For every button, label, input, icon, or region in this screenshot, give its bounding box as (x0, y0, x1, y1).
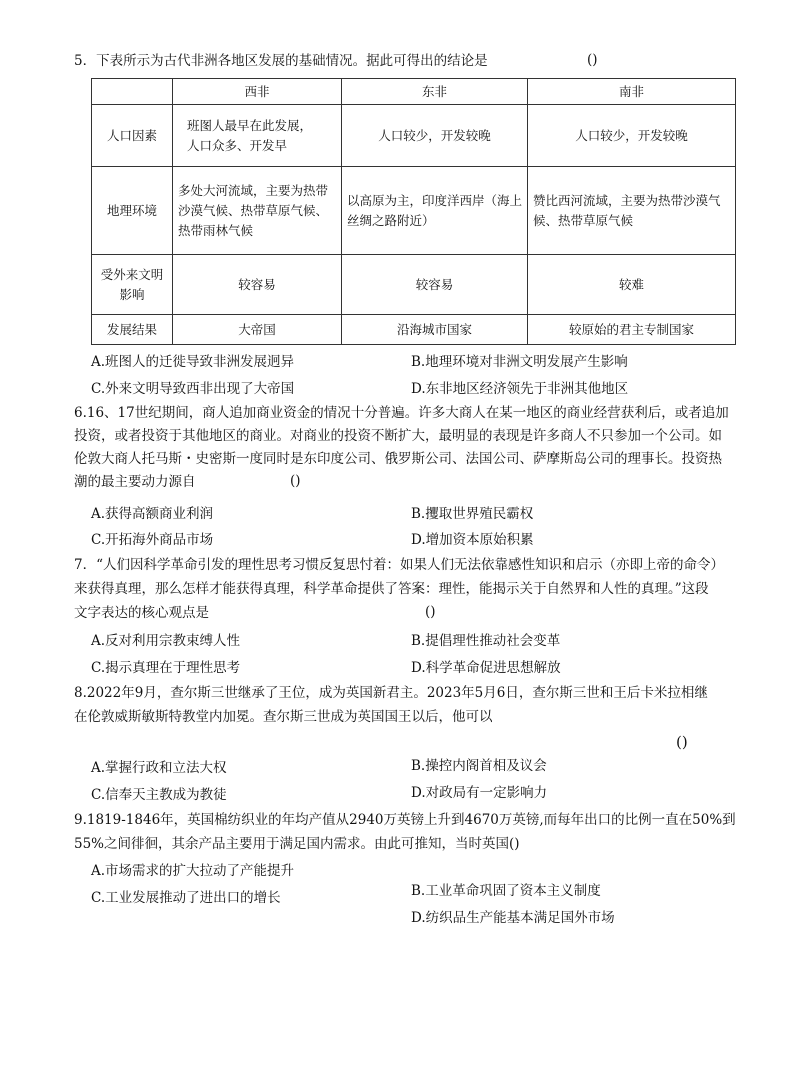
cell-south-geography: 赞比西河流域，主要为热带沙漠气候、热带草原气候 (528, 167, 736, 255)
q8-option-c[interactable]: C.信奉天主教成为教徒 (91, 787, 227, 803)
q6-option-b[interactable]: B.攫取世界殖民霸权 (411, 506, 534, 522)
q5-option-d[interactable]: D.东非地区经济领先于非洲其他地区 (411, 381, 629, 397)
q8-option-a[interactable]: A.掌握行政和立法大权 (91, 760, 227, 776)
table-header-row (92, 79, 736, 105)
cell-east-result: 沿海城市国家 (342, 315, 528, 345)
q6-stem-line: 6.16、17世纪期间，商人追加商业资金的情况十分普遍。许多大商人在某一地区的商业经营获利后，或者追加 (74, 405, 729, 421)
table-header-south-africa: 南非 (528, 79, 736, 105)
q6-option-a[interactable]: A.获得高额商业利润 (91, 506, 214, 522)
q7-option-c[interactable]: C.揭示真理在于理性思考 (91, 660, 241, 676)
cell-west-result: 大帝国 (173, 315, 342, 345)
q9-option-a[interactable]: A.市场需求的扩大拉动了产能提升 (91, 863, 295, 879)
cell-south-result: 较原始的君主专制国家 (528, 315, 736, 345)
q7-stem-line: 文字表达的核心观点是 (74, 605, 209, 621)
cell-east-geography: 以高原为主，印度洋西岸（海上丝绸之路附近） (342, 167, 528, 255)
row-label-population: 人口因素 (92, 105, 173, 167)
q9-option-c[interactable]: C.工业发展推动了进出口的增长 (91, 890, 281, 906)
q6-answer-blank: () (290, 473, 301, 489)
q7-stem-line: 来获得真理，那么怎样才能获得真理，科学革命提供了答案：理性，能揭示关于自然界和人性的真理。”这段 (74, 581, 709, 597)
cell-south-influence: 较难 (528, 255, 736, 315)
table-header-west-africa: 西非 (173, 79, 342, 105)
q7-option-d[interactable]: D.科学革命促进思想解放 (411, 660, 561, 676)
q7-answer-blank: () (425, 604, 436, 620)
q5-stem: 5．下表所示为古代非洲各地区发展的基础情况。据此可得出的结论是 (74, 53, 488, 69)
q9-stem-line: 55%之间徘徊，其余产品主要用于满足国内需求。由此可推知，当时英国() (74, 836, 520, 852)
q8-answer-blank: () (676, 733, 688, 751)
table-row (92, 167, 736, 255)
row-label-result: 发展结果 (92, 315, 173, 345)
q8-stem-line: 8.2022年9月，查尔斯三世继承了王位，成为英国新君主。2023年5月6日，查尔斯三世和王后卡米拉相继 (74, 685, 708, 701)
q7-option-a[interactable]: A.反对利用宗教束缚人性 (91, 633, 241, 649)
q6-stem-line: 伦敦大商人托马斯・史密斯一度同时是东印度公司、俄罗斯公司、法国公司、萨摩斯岛公司的理事长。投资热 (74, 451, 722, 467)
q6-stem-line: 潮的最主要动力源自 (74, 474, 196, 490)
q6-option-c[interactable]: C.开拓海外商品市场 (91, 532, 214, 548)
q9-option-b[interactable]: B.工业革命巩固了资本主义制度 (411, 883, 601, 899)
table-row (92, 105, 736, 167)
q8-option-d[interactable]: D.对政局有一定影响力 (411, 785, 548, 801)
row-label-geography: 地理环境 (92, 167, 173, 255)
q7-option-b[interactable]: B.提倡理性推动社会变革 (411, 633, 561, 649)
cell-east-influence: 较容易 (342, 255, 528, 315)
cell-south-population: 人口较少，开发较晚 (528, 105, 736, 167)
table-header-empty (92, 79, 173, 105)
cell-west-population: 班图人最早在此发展， 人口众多、开发早 (173, 105, 342, 167)
q9-stem-line: 9.1819-1846年，英国棉纺织业的年均产值从2940万英镑上升到4670万英镑,而每年出口的比例一直在50%到 (74, 812, 736, 828)
cell-west-geography: 多处大河流域，主要为热带沙漠气候、热带草原气候、热带雨林气候 (173, 167, 342, 255)
q5-table (91, 78, 736, 345)
q5-option-b[interactable]: B.地理环境对非洲文明发展产生影响 (411, 354, 628, 370)
q6-option-d[interactable]: D.增加资本原始积累 (411, 532, 534, 548)
q9-option-d[interactable]: D.纺织品生产能基本满足国外市场 (411, 910, 615, 926)
q8-stem-line: 在伦敦威斯敏斯特教堂内加冕。查尔斯三世成为英国国王以后，他可以 (74, 709, 493, 725)
q5-option-a[interactable]: A.班图人的迁徙导致非洲发展迥异 (91, 354, 295, 370)
q5-option-c[interactable]: C.外来文明导致西非出现了大帝国 (91, 381, 295, 397)
q6-stem-line: 投资，或者投资于其他地区的商业。对商业的投资不断扩大，最明显的表现是许多商人不只参加一个公司。如 (74, 428, 722, 444)
table-row (92, 255, 736, 315)
cell-west-influence: 较容易 (173, 255, 342, 315)
q7-stem-line: 7．“人们因科学革命引发的理性思考习惯反复思忖着：如果人们无法依靠感性知识和启示（亦即上帝的命令） (74, 557, 724, 573)
cell-east-population: 人口较少，开发较晚 (342, 105, 528, 167)
table-row (92, 315, 736, 345)
table-header-east-africa: 东非 (342, 79, 528, 105)
row-label-external-influence: 受外来文明影响 (92, 255, 173, 315)
q8-option-b[interactable]: B.操控内阁首相及议会 (411, 758, 547, 774)
q5-answer-blank: () (587, 52, 598, 68)
